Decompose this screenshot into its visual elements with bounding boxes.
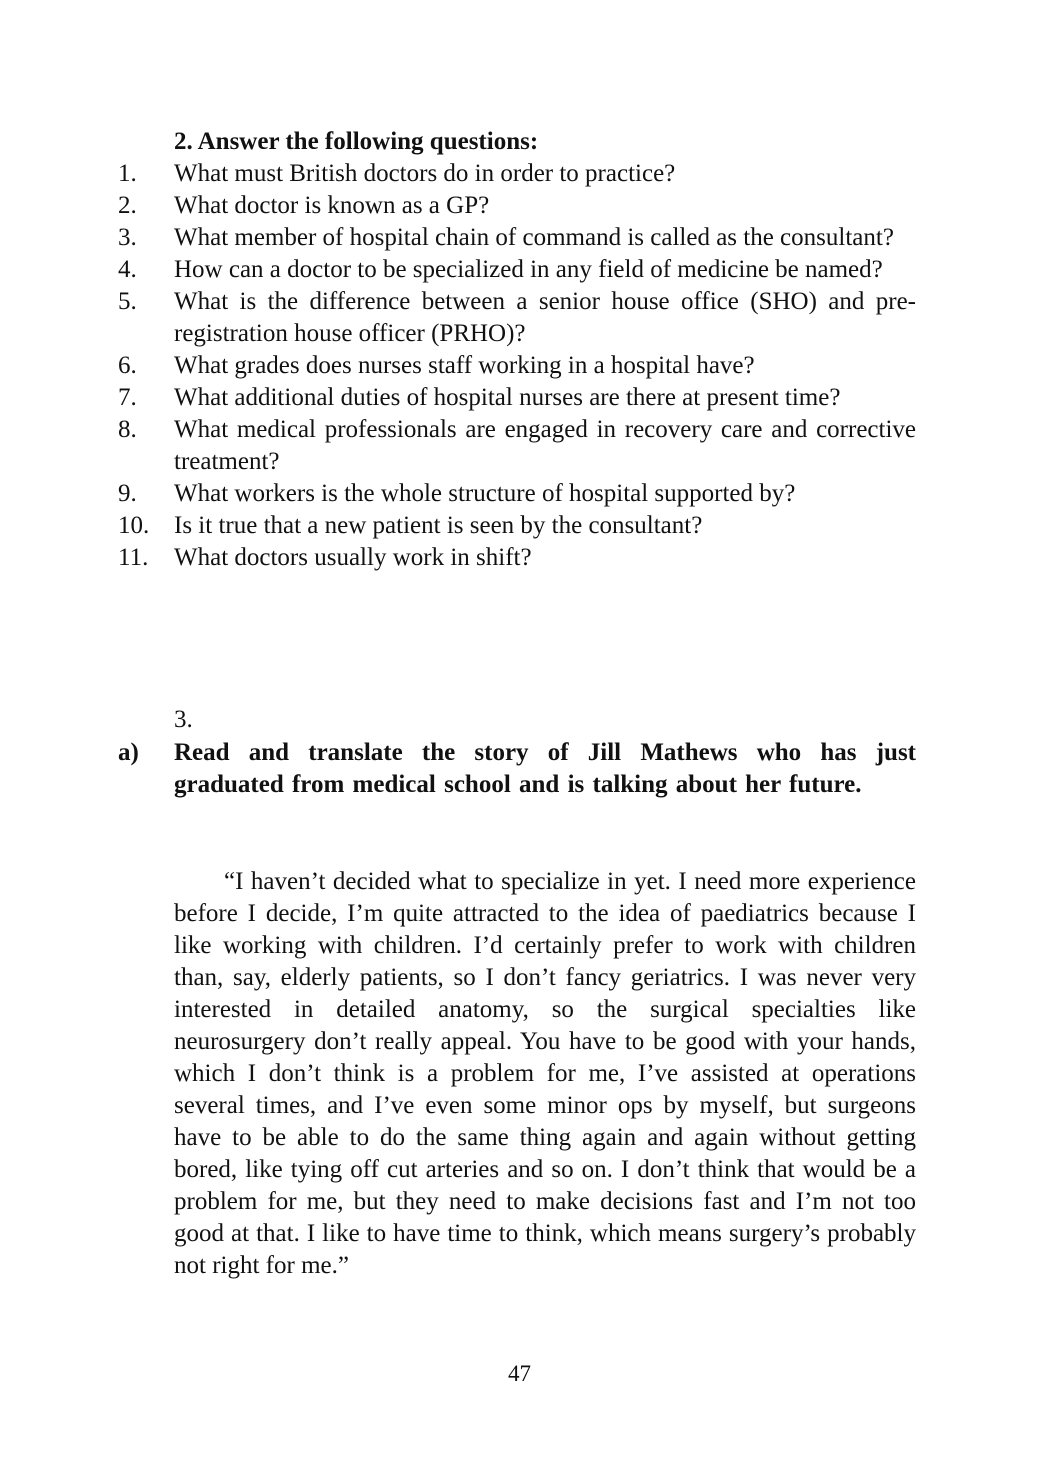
question-text: What grades does nurses staff working in a hospital have? <box>174 352 755 379</box>
question-text: What additional duties of hospital nurses are there at present time? <box>174 384 841 411</box>
question-text: What is the difference between a senior house office (SHO) and pre-registration house officer (PRHO)? <box>174 288 916 347</box>
question-number: 3. <box>118 224 137 251</box>
list-item <box>118 190 916 222</box>
page-number: 47 <box>508 1361 531 1386</box>
list-item <box>118 286 916 350</box>
questions-list <box>118 158 916 574</box>
question-text: What member of hospital chain of command is called as the consultant? <box>174 224 894 251</box>
question-number: 11. <box>118 544 149 571</box>
question-number: 1. <box>118 160 137 187</box>
list-item <box>118 414 916 478</box>
question-number: 5. <box>118 288 137 315</box>
task-a <box>118 737 916 801</box>
list-item <box>118 510 916 542</box>
task-a-text: Read and translate the story of Jill Mathews who has just graduated from medical school and is talking about her future. <box>174 739 916 798</box>
list-item <box>118 382 916 414</box>
question-number: 4. <box>118 256 137 283</box>
question-number: 10. <box>118 512 150 539</box>
question-number: 2. <box>118 192 137 219</box>
list-item <box>118 350 916 382</box>
question-number: 8. <box>118 416 137 443</box>
question-text: What doctor is known as a GP? <box>174 192 490 219</box>
question-text: What workers is the whole structure of hospital supported by? <box>174 480 796 507</box>
list-item <box>118 158 916 190</box>
section-2-heading: 2. Answer the following questions: <box>174 128 539 155</box>
question-text: What must British doctors do in order to practice? <box>174 160 676 187</box>
list-item <box>118 222 916 254</box>
question-number: 6. <box>118 352 137 379</box>
section-3-number: 3. <box>174 706 193 733</box>
list-item <box>118 478 916 510</box>
question-text: What doctors usually work in shift? <box>174 544 532 571</box>
question-text: How can a doctor to be specialized in any field of medicine be named? <box>174 256 883 283</box>
question-number: 7. <box>118 384 137 411</box>
story-paragraph: “I haven’t decided what to specialize in yet. I need more experience before I decide, I’m quite attracted to the idea of paediatrics because I like working with children. I’d certainly prefer to work with children than, say, elderly patients, so I don’t fancy geriatrics. I was never very interested in detailed anatomy, so the surgical specialties like neurosurgery don’t really appeal. You have to be good with your hands, which I don’t think is a problem for me, I’ve assisted at operations several times, and I’ve even some minor ops by myself, but surgeons have to be able to do the same thing again and again without getting bored, like tying off cut arteries and so on. I don’t think that would be a problem for me, but they need to make decisions fast and I’m not too good at that. I like to have time to think, which means surgery’s probably not right for me.” <box>174 868 916 1279</box>
question-text: Is it true that a new patient is seen by the consultant? <box>174 512 703 539</box>
question-text: What medical professionals are engaged in recovery care and corrective treatment? <box>174 416 916 475</box>
task-a-letter: a) <box>118 739 139 766</box>
list-item <box>118 254 916 286</box>
question-number: 9. <box>118 480 137 507</box>
list-item <box>118 542 916 574</box>
